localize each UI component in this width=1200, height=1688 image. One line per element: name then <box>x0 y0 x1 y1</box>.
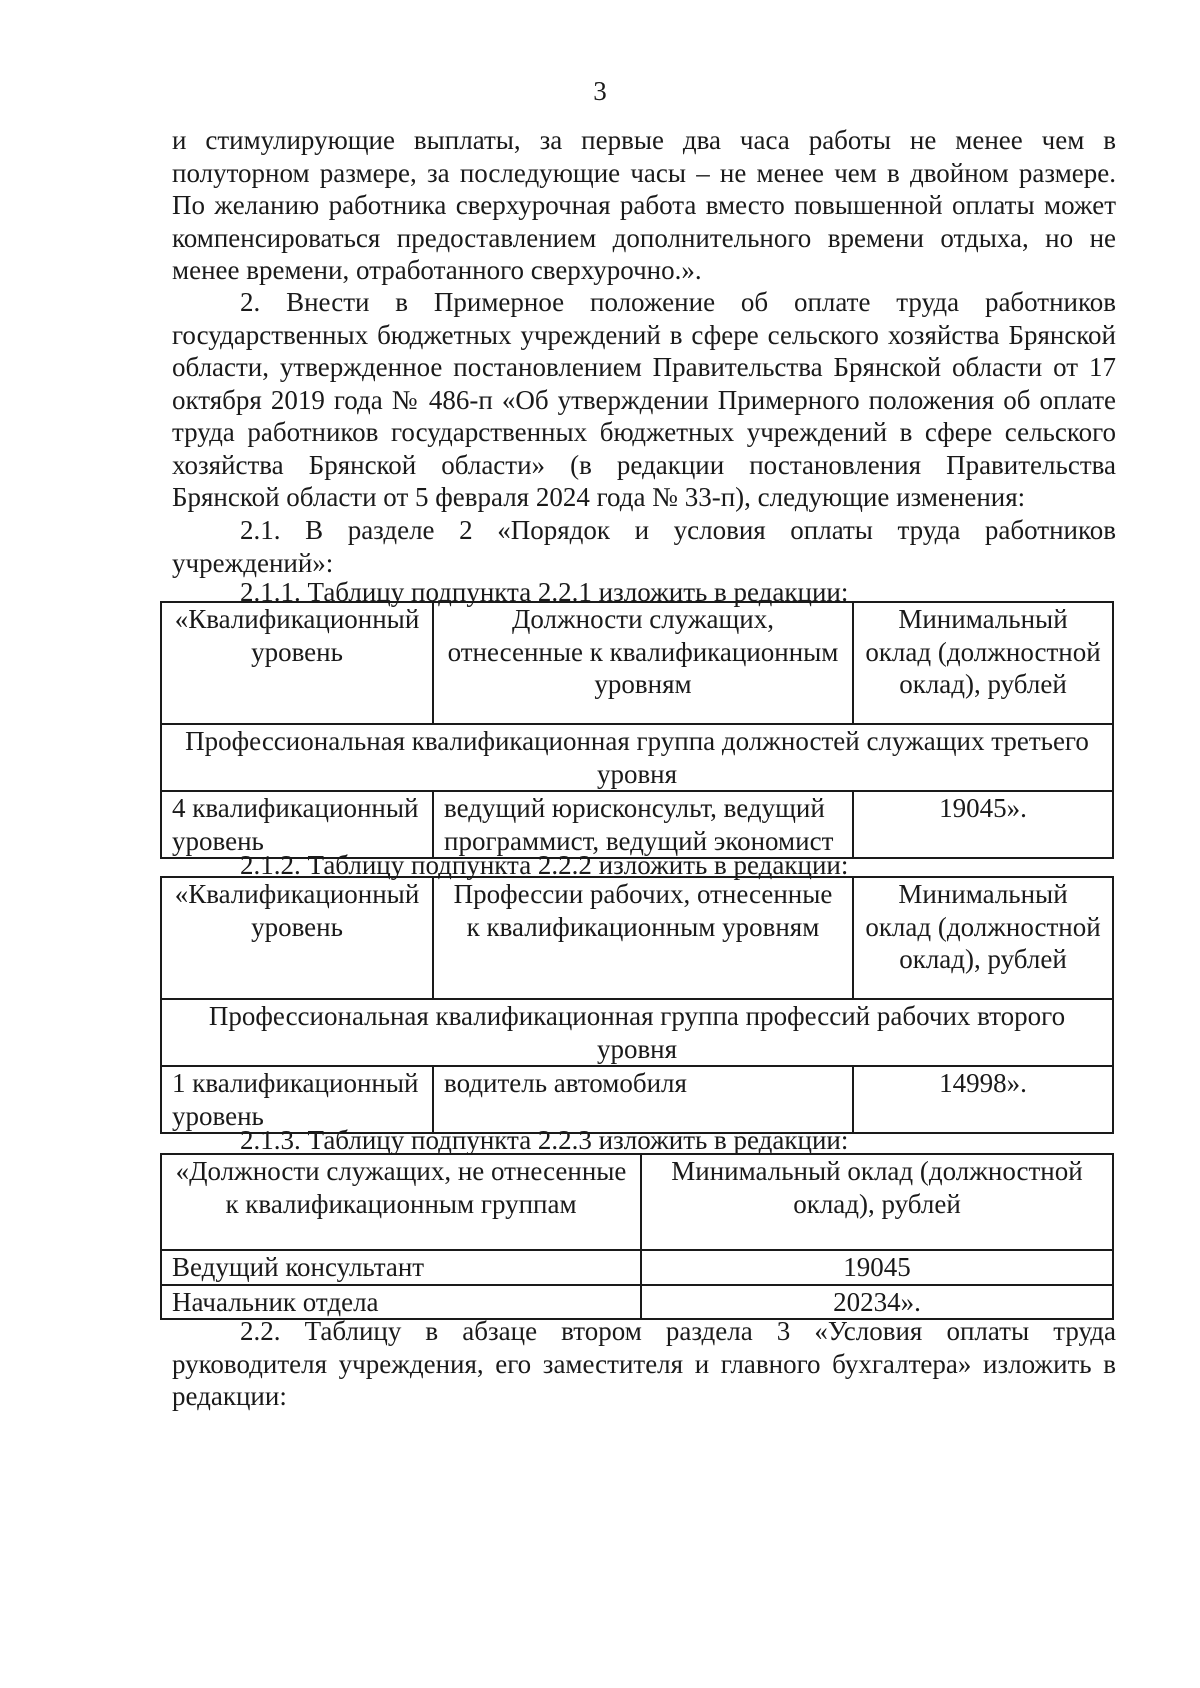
item-2-2-paragraph: 2.2. Таблицу в абзаце втором раздела 3 «Условия оплаты труда руководителя учреждения, его заместителя и главного бухгалтера» изложить в редакции: <box>172 1316 1116 1411</box>
table2-caption: 2.1.2. Таблицу подпункта 2.2.2 изложить в редакции: <box>240 850 849 880</box>
table3-caption: 2.1.3. Таблицу подпункта 2.2.3 изложить в редакции: <box>240 1125 849 1155</box>
table-2-2-3 <box>160 1153 1114 1320</box>
salary-cell: 19045». <box>853 791 1113 858</box>
positions-cell: ведущий юрисконсульт, ведущий программист, ведущий экономист <box>433 791 853 858</box>
group-cell: Профессиональная квалификационная группа профессий рабочих второго уровня <box>161 999 1113 1066</box>
position-cell: Начальник отдела <box>161 1285 641 1320</box>
table-header-row <box>161 602 1113 724</box>
intro-paragraph: и стимулирующие выплаты, за первые два часа работы не менее чем в полуторном размере, за последующие часы – не менее чем в двойном размере. По желанию работника сверхурочная работа вместо повышенной оплаты может компенсироваться предоставлением дополнительного времени отдыха, но не менее времени, отработанного сверхурочно.». <box>172 125 1116 285</box>
table-row <box>161 1250 1113 1285</box>
item-2-1-paragraph: 2.1. В разделе 2 «Порядок и условия оплаты труда работников учреждений»: <box>172 515 1116 578</box>
table-row <box>161 1285 1113 1320</box>
header-cell-salary: Минимальный оклад (должностной оклад), рублей <box>853 877 1113 999</box>
salary-cell: 14998». <box>853 1066 1113 1133</box>
header-cell-positions: Должности служащих, отнесенные к квалификационным уровням <box>433 602 853 724</box>
header-cell-level: «Квалификационный уровень <box>161 877 433 999</box>
table1-caption: 2.1.1. Таблицу подпункта 2.2.1 изложить в редакции: <box>240 577 849 607</box>
position-cell: Ведущий консультант <box>161 1250 641 1285</box>
professions-cell: водитель автомобиля <box>433 1066 853 1133</box>
page-number: 3 <box>593 76 607 106</box>
table-header-row <box>161 1154 1113 1250</box>
table-2-2-2 <box>160 876 1114 1134</box>
item-2-paragraph: 2. Внести в Примерное положение об оплате труда работников государственных бюджетных учреждений в сфере сельского хозяйства Брянской области, утвержденное постановлением Правительства Брянской области от 17 октября 2019 года № 486-п «Об утверждении Примерного положения об оплате труда работников государственных бюджетных учреждений в сфере сельского хозяйства Брянской области» (в редакции постановления Правительства Брянской области от 5 февраля 2024 года № 33-п), следующие изменения: <box>172 287 1116 512</box>
table-header-row <box>161 877 1113 999</box>
header-cell-professions: Профессии рабочих, отнесенные к квалификационным уровням <box>433 877 853 999</box>
table-row <box>161 1066 1113 1133</box>
salary-cell: 19045 <box>641 1250 1113 1285</box>
table-group-row <box>161 999 1113 1066</box>
header-cell-salary: Минимальный оклад (должностной оклад), рублей <box>853 602 1113 724</box>
table-row <box>161 791 1113 858</box>
level-cell: 1 квалификационный уровень <box>161 1066 433 1133</box>
table-2-2-1 <box>160 601 1114 859</box>
header-cell-positions: «Должности служащих, не отнесенные к квалификационным группам <box>161 1154 641 1250</box>
header-cell-level: «Квалификационный уровень <box>161 602 433 724</box>
level-cell: 4 квалификационный уровень <box>161 791 433 858</box>
group-cell: Профессиональная квалификационная группа должностей служащих третьего уровня <box>161 724 1113 791</box>
header-cell-salary: Минимальный оклад (должностной оклад), рублей <box>641 1154 1113 1250</box>
table-group-row <box>161 724 1113 791</box>
salary-cell: 20234». <box>641 1285 1113 1320</box>
